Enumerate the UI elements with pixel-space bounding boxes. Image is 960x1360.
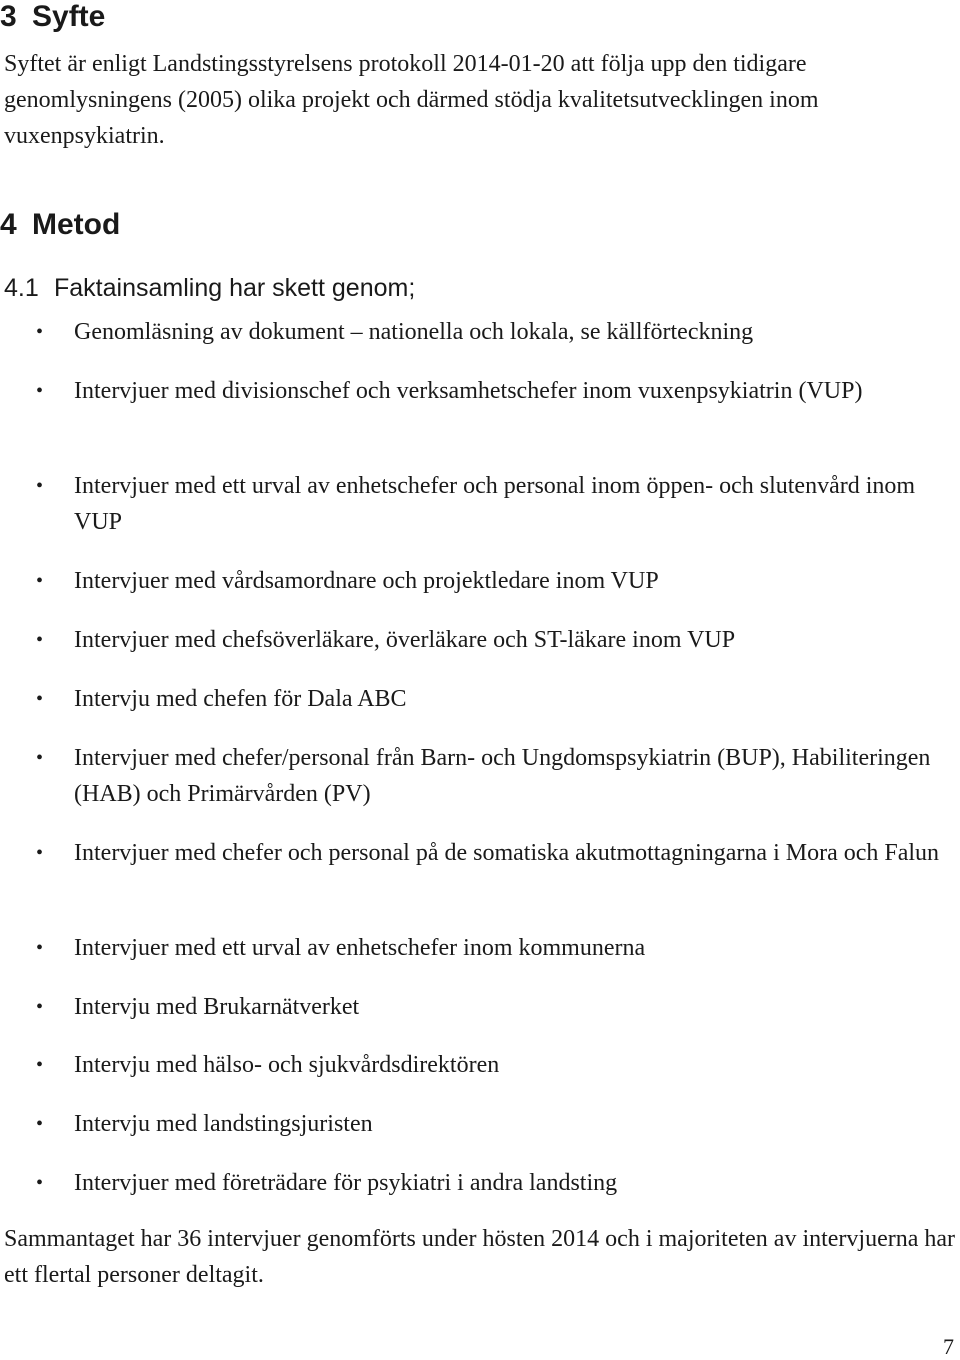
list-item-text: Intervjuer med divisionschef och verksamhetschefer inom vuxenpsykiatrin (VUP) — [74, 378, 863, 404]
section-4-title: Metod — [32, 208, 121, 241]
bullet-icon: • — [36, 629, 44, 651]
list-item-text: Intervjuer med chefsöverläkare, överläkare och ST-läkare inom VUP — [74, 627, 736, 653]
bullet-icon: • — [36, 1054, 44, 1076]
purpose-paragraph: Syftet är enligt Landstingsstyrelsens protokoll 2014-01-20 att följa upp den tidigare genomlysningens (2005) olika projekt och därmed stödja kvalitetsutvecklingen inom vuxenpsykiatrin. — [4, 51, 819, 149]
list-item-text: Intervjuer med chefer/personal från Barn- och Ungdomspsykiatrin (BUP), Habiliteringen (HAB) och Primärvården (PV) — [74, 745, 931, 807]
list-item-text: Intervjuer med vårdsamordnare och projektledare inom VUP — [74, 568, 659, 594]
bullet-icon: • — [36, 937, 44, 959]
summary-paragraph: Sammantaget har 36 intervjuer genomförts under hösten 2014 och i majoriteten av intervjuerna har ett flertal personer deltagit. — [4, 1226, 956, 1288]
section-3-number: 3 — [0, 0, 17, 33]
subsection-4-1-number: 4.1 — [4, 274, 39, 302]
bullet-icon: • — [36, 688, 44, 710]
subsection-4-1-title: Faktainsamling har skett genom; — [54, 274, 416, 302]
list-item-text: Intervjuer med ett urval av enhetschefer inom kommunerna — [74, 935, 646, 961]
list-item-text: Intervjuer med chefer och personal på de somatiska akutmottagningarna i Mora och Falun — [74, 840, 940, 866]
bullet-icon: • — [36, 842, 44, 864]
list-item-text: Intervju med chefen för Dala ABC — [74, 686, 407, 712]
bullet-icon: • — [36, 1172, 44, 1194]
bullet-icon: • — [36, 570, 44, 592]
bullet-icon: • — [36, 996, 44, 1018]
section-3-title: Syfte — [32, 0, 106, 33]
list-item-text: Genomläsning av dokument – nationella och lokala, se källförteckning — [74, 319, 754, 345]
section-4-number: 4 — [0, 208, 17, 241]
list-item-text: Intervju med hälso- och sjukvårdsdirektören — [74, 1052, 500, 1078]
list-item-text: Intervju med landstingsjuristen — [74, 1111, 373, 1137]
section-4-heading — [0, 208, 120, 242]
section-3-heading — [0, 0, 105, 34]
subsection-4-1-heading — [4, 273, 415, 303]
list-item-text: Intervjuer med företrädare för psykiatri i andra landsting — [74, 1170, 618, 1196]
bullet-icon: • — [36, 321, 44, 343]
bullet-icon: • — [36, 747, 44, 769]
list-item-text: Intervjuer med ett urval av enhetschefer och personal inom öppen- och slutenvård inom VUP — [74, 473, 916, 535]
bullet-icon: • — [36, 475, 44, 497]
page-number: 7 — [943, 1334, 954, 1359]
list-item-text: Intervju med Brukarnätverket — [74, 994, 360, 1020]
bullet-icon: • — [36, 1113, 44, 1135]
bullet-icon: • — [36, 380, 44, 402]
